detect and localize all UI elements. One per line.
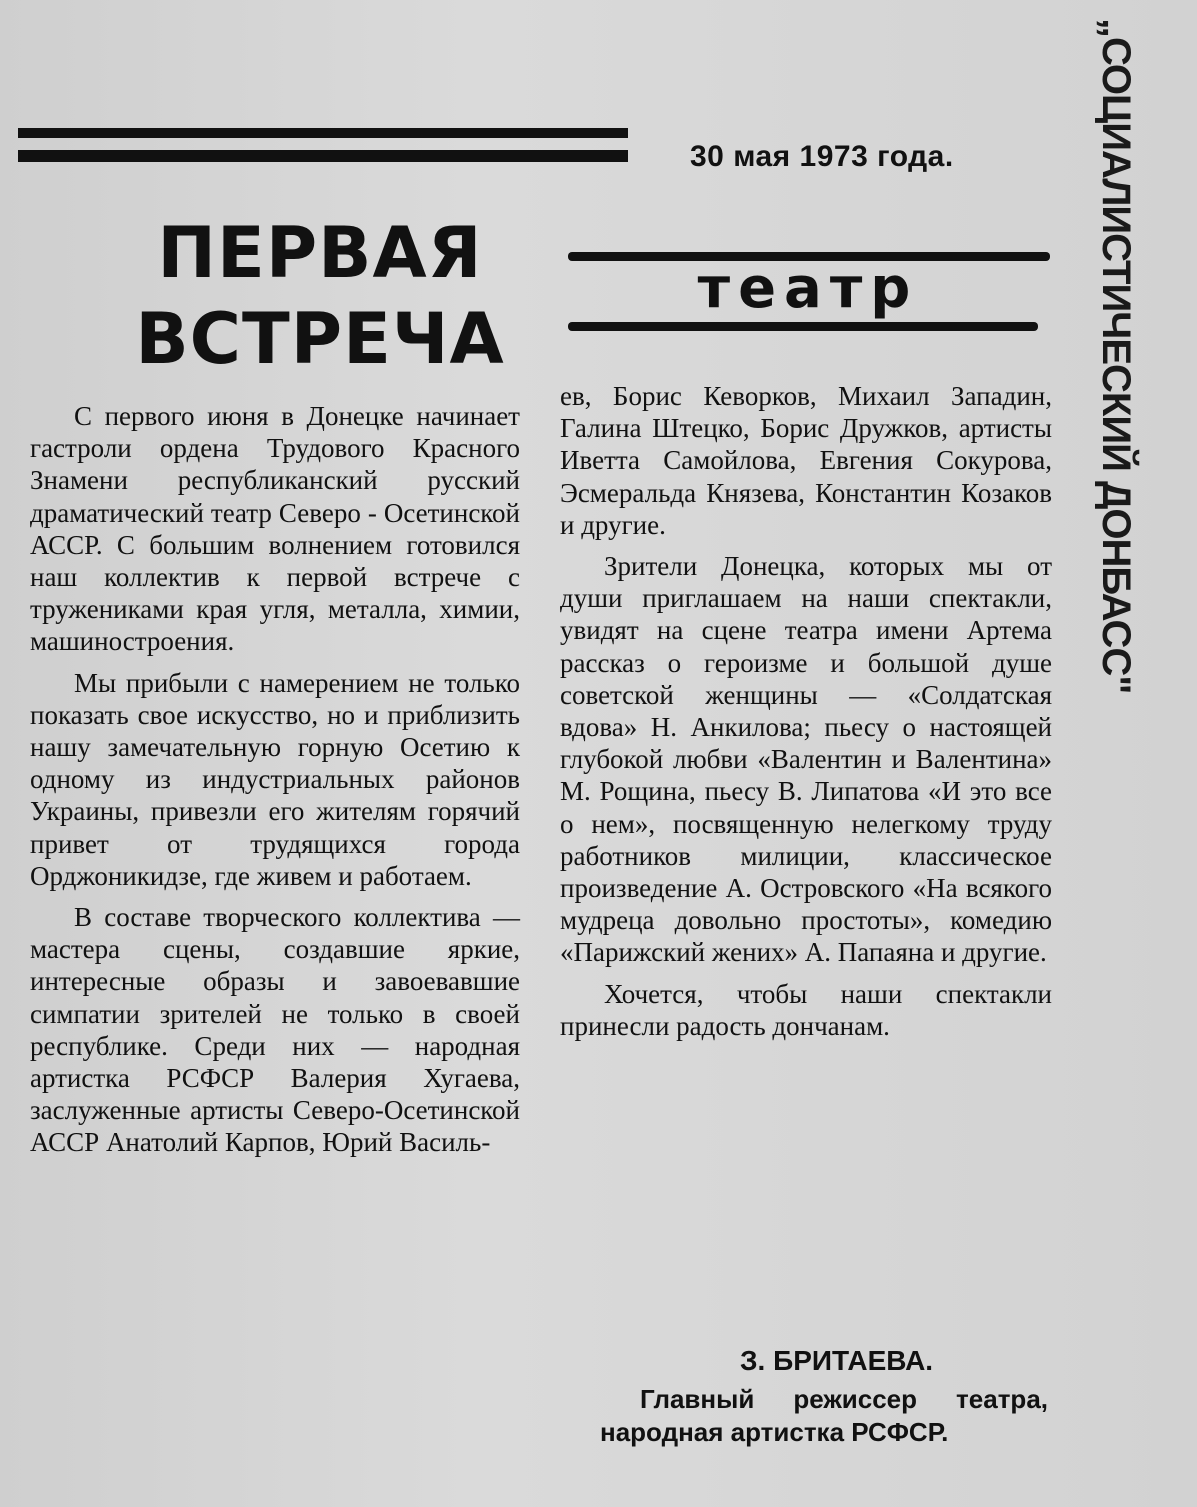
left-column [30, 400, 520, 1159]
author-name: З. БРИТАЕВА. [740, 1345, 934, 1376]
headline-line-1: ПЕРВАЯ [157, 212, 483, 294]
rubric-banner [568, 228, 1050, 338]
article-headline [80, 210, 560, 382]
rubric-bar-bottom [568, 322, 1038, 331]
paragraph: Хочется, чтобы наши спектакли принесли радость дончанам. [560, 978, 1052, 1041]
author-role: Главный режиссер театра, народная артистка РСФСР. [600, 1384, 1048, 1447]
headline-line-2: ВСТРЕЧА [135, 298, 505, 380]
paragraph: В составе творческого коллектива — мастера сцены, создавшие яркие, интересные образы и завоевавшие симпатии зрителей не только в своей республике. Среди них — народная артистка РСФСР Валерия Хугаева, заслуженные артисты Северо-Осетинской АССР Анатолий Карпов, Юрий Василь- [30, 902, 520, 1158]
paragraph-continuation: ев, Борис Кеворков, Михаил Западин, Галина Штецко, Борис Дружков, артисты Иветта Самойлова, Евгения Сокурова, Эсмеральда Князева, Константин Козаков и другие. [560, 381, 1052, 540]
issue-date: 30 мая 1973 года. [690, 140, 954, 173]
masthead-rule-top [18, 128, 628, 138]
rubric-label: театр [697, 256, 919, 321]
paragraph: Мы прибыли с намерением не только показать свое искусство, но и приблизить нашу замечательную горную Осетию к одному из индустриальных районов Украины, привезли его жителям горячий привет от трудящихся города Орджоникидзе, где живем и работаем. [30, 667, 520, 891]
right-column [560, 380, 1052, 1042]
newspaper-title-vertical: „СОЦИАЛИСТИЧЕСКИЙ ДОНБАСС" [1094, 18, 1138, 694]
masthead-rule-bottom [18, 150, 628, 162]
paragraph: Зрители Донецка, которых мы от души приглашаем на наши спектакли, увидят на сцене театра имени Артема рассказ о героизме и большой душе советской женщины — «Солдатская вдова» Н. Анкилова; пьесу о настоящей глубокой любви «Валентин и Валентина» М. Рощина, пьесу В. Липатова «И это все о нем», посвященную нелегкому труду работников милиции, классическое произведение А. Островского «На всякого мудреца довольно простоты», комедию «Парижский жених» А. Папаяна и другие. [560, 551, 1052, 968]
paragraph: С первого июня в Донецке начинает гастроли ордена Трудового Красного Знамени республиканский русский драматический театр Северо - Осетинской АССР. С большим волнением готовился наш коллектив к первой встрече с тружениками края угля, металла, химии, машиностроения. [30, 401, 520, 657]
